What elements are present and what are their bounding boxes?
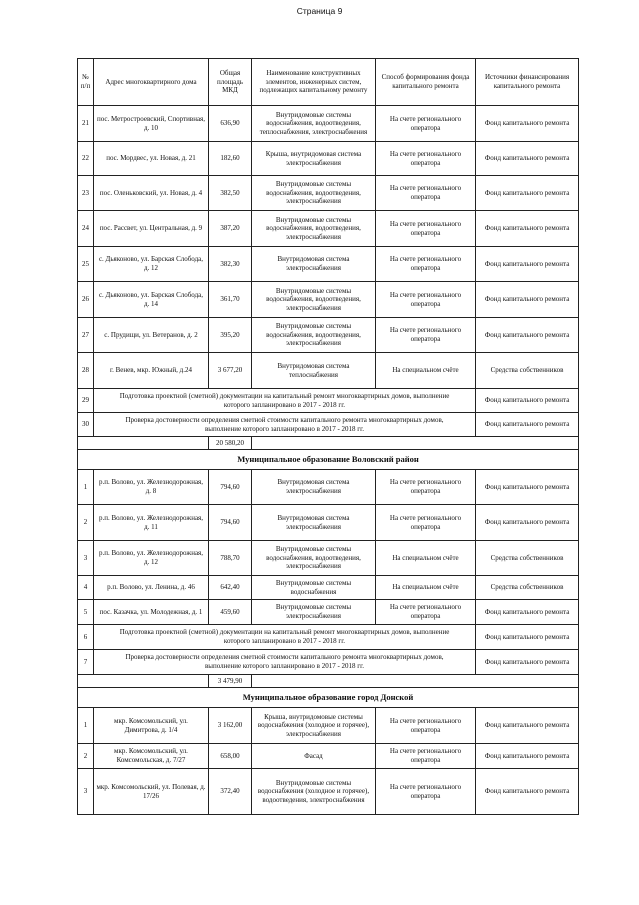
row-source: Фонд капитального ремонта [476,318,579,353]
row-elements: Внутридомовые системы водоснабжения, водоотведения, электроснабжения [252,282,376,318]
table-row [78,576,579,600]
table-row [78,708,579,744]
row-area: 794,60 [209,470,252,505]
table-row-docs [78,625,579,650]
row-check-text: Проверка достоверности определения сметной стоимости капитального ремонта многоквартирных домов, выполнение которого запланировано в 2017 - 2018 гг. [94,650,476,675]
row-area: 3 162,00 [209,708,252,744]
row-source: Фонд капитального ремонта [476,176,579,211]
row-source: Фонд капитального ремонта [476,389,579,413]
row-area: 382,30 [209,247,252,282]
row-address: пос. Мордвес, ул. Новая, д. 21 [94,142,209,176]
row-elements: Внутридомовая система электроснабжения [252,505,376,541]
row-num: 5 [78,600,94,625]
row-method: На счете регионального оператора [376,142,476,176]
row-elements: Внутридомовая система электроснабжения [252,470,376,505]
table-row [78,282,579,318]
table-row [78,247,579,282]
table-row [78,106,579,142]
row-area: 387,20 [209,211,252,247]
header-area: Общая площадь МКД [209,59,252,106]
section-title: Муниципальное образование Воловский район [78,450,579,470]
row-num: 22 [78,142,94,176]
header-address: Адрес многоквартирного дома [94,59,209,106]
table-row [78,541,579,576]
row-area: 372,40 [209,769,252,815]
table-row [78,211,579,247]
table-row-docs [78,389,579,413]
row-method: На счете регионального оператора [376,505,476,541]
row-method: На счете регионального оператора [376,106,476,142]
row-num: 4 [78,576,94,600]
row-method: На счете регионального оператора [376,708,476,744]
row-num: 1 [78,470,94,505]
row-elements: Внутридомовые системы водоснабжения, водоотведения, электроснабжения [252,176,376,211]
row-elements: Внутридомовая система электроснабжения [252,247,376,282]
row-source: Средства собственников [476,353,579,389]
row-address: с. Дьяконово, ул. Барская Слобода, д. 14 [94,282,209,318]
table-row [78,744,579,769]
capital-repair-table [77,58,579,815]
row-source: Фонд капитального ремонта [476,708,579,744]
row-address: пос. Казачка, ул. Молодежная, д. 1 [94,600,209,625]
row-area: 794,60 [209,505,252,541]
row-source: Фонд капитального ремонта [476,142,579,176]
row-num: 27 [78,318,94,353]
table-header-row [78,59,579,106]
row-method: На счете регионального оператора [376,211,476,247]
header-elements: Наименование конструктивных элементов, инженерных систем, подлежащих капитальному ремонту [252,59,376,106]
row-elements: Внутридомовые системы электроснабжения [252,600,376,625]
row-docs-text: Подготовка проектной (сметной) документации на капитальный ремонт многоквартирных домов, выполнение которого запланировано в 2017 - 2018 гг. [94,625,476,650]
row-area: 642,40 [209,576,252,600]
section-title-row [78,688,579,708]
row-method: На счете регионального оператора [376,176,476,211]
row-elements: Внутридомовая система теплоснабжения [252,353,376,389]
row-num: 28 [78,353,94,389]
table-row [78,505,579,541]
row-address: р.п. Волово, ул. Железнодорожная, д. 8 [94,470,209,505]
row-address: с. Прудищи, ул. Ветеранов, д. 2 [94,318,209,353]
row-check-text: Проверка достоверности определения сметной стоимости капитального ремонта многоквартирных домов, выполнение которого запланировано в 2017 - 2018 гг. [94,413,476,437]
row-elements: Крыша, внутридомовые системы водоснабжения (холодное и горячее), электроснабжения [252,708,376,744]
row-elements: Внутридомовые системы водоснабжения (холодное и горячее), водоотведения, электроснабжения [252,769,376,815]
row-elements: Внутридомовые системы водоснабжения, водоотведения, теплоснабжения, электроснабжения [252,106,376,142]
row-method: На счете регионального оператора [376,600,476,625]
row-elements: Внутридомовые системы водоснабжения, водоотведения, электроснабжения [252,318,376,353]
row-num: 21 [78,106,94,142]
row-source: Фонд капитального ремонта [476,650,579,675]
row-num: 24 [78,211,94,247]
table-row [78,318,579,353]
row-area: 182,60 [209,142,252,176]
row-source: Фонд капитального ремонта [476,413,579,437]
row-source: Фонд капитального ремонта [476,247,579,282]
row-num: 26 [78,282,94,318]
row-method: На счете регионального оператора [376,318,476,353]
row-method: На счете регионального оператора [376,282,476,318]
section-title-row [78,450,579,470]
row-source: Фонд капитального ремонта [476,505,579,541]
row-source: Фонд капитального ремонта [476,282,579,318]
header-method: Способ формирования фонда капитального ремонта [376,59,476,106]
row-docs-text: Подготовка проектной (сметной) документации на капитальный ремонт многоквартирных домов, выполнение которого запланировано в 2017 - 2018 гг. [94,389,476,413]
table-row [78,470,579,505]
row-address: р.п. Волово, ул. Ленина, д. 46 [94,576,209,600]
row-area: 382,50 [209,176,252,211]
table-row [78,769,579,815]
row-source: Фонд капитального ремонта [476,470,579,505]
row-address: мкр. Комсомольский, ул. Димитрова, д. 1/4 [94,708,209,744]
row-num: 7 [78,650,94,675]
row-method: На счете регионального оператора [376,247,476,282]
row-method: На специальном счёте [376,541,476,576]
page-label: Страница 9 [296,6,343,16]
table-row-check [78,650,579,675]
total-area: 3 479,90 [209,675,252,688]
row-area: 361,70 [209,282,252,318]
row-area: 395,20 [209,318,252,353]
row-address: р.п. Волово, ул. Железнодорожная, д. 12 [94,541,209,576]
row-address: пос. Метростроевский, Спортивная, д. 10 [94,106,209,142]
row-area: 788,70 [209,541,252,576]
row-num: 30 [78,413,94,437]
row-method: На специальном счёте [376,576,476,600]
row-address: пос. Оленьковский, ул. Новая, д. 4 [94,176,209,211]
row-num: 2 [78,505,94,541]
row-elements: Внутридомовые системы водоснабжения, водоотведения, электроснабжения [252,211,376,247]
row-elements: Внутридомовые системы водоснабжения, водоотведения, электроснабжения [252,541,376,576]
row-address: пос. Рассвет, ул. Центральная, д. 9 [94,211,209,247]
row-elements: Внутридомовые системы водоснабжения [252,576,376,600]
table-row [78,600,579,625]
table-row-total [78,437,579,450]
header-num: № п/п [78,59,94,106]
row-num: 23 [78,176,94,211]
row-area: 636,90 [209,106,252,142]
section-title: Муниципальное образование город Донской [78,688,579,708]
table-row [78,142,579,176]
row-source: Средства собственников [476,541,579,576]
row-num: 2 [78,744,94,769]
row-area: 658,00 [209,744,252,769]
row-source: Фонд капитального ремонта [476,744,579,769]
table-row [78,353,579,389]
row-num: 3 [78,541,94,576]
row-elements: Фасад [252,744,376,769]
row-source: Фонд капитального ремонта [476,211,579,247]
row-address: г. Венев, мкр. Южный, д.24 [94,353,209,389]
row-address: мкр. Комсомольский, ул. Комсомольская, д. 7/27 [94,744,209,769]
row-elements: Крыша, внутридомовая система электроснабжения [252,142,376,176]
table-row-total [78,675,579,688]
total-area: 20 580,20 [209,437,252,450]
table-row [78,176,579,211]
row-method: На счете регионального оператора [376,470,476,505]
row-area: 459,60 [209,600,252,625]
row-num: 25 [78,247,94,282]
row-address: мкр. Комсомольский, ул. Полевая, д. 17/26 [94,769,209,815]
row-address: с. Дьяконово, ул. Барская Слобода, д. 12 [94,247,209,282]
row-method: На счете регионального оператора [376,744,476,769]
row-source: Фонд капитального ремонта [476,625,579,650]
row-num: 6 [78,625,94,650]
row-source: Фонд капитального ремонта [476,106,579,142]
header-sources: Источники финансирования капитального ремонта [476,59,579,106]
row-method: На счете регионального оператора [376,769,476,815]
row-area: 3 677,20 [209,353,252,389]
row-source: Фонд капитального ремонта [476,600,579,625]
row-address: р.п. Волово, ул. Железнодорожная, д. 11 [94,505,209,541]
row-source: Фонд капитального ремонта [476,769,579,815]
row-num: 1 [78,708,94,744]
row-num: 3 [78,769,94,815]
table-row-check [78,413,579,437]
row-num: 29 [78,389,94,413]
row-source: Средства собственников [476,576,579,600]
row-method: На специальном счёте [376,353,476,389]
